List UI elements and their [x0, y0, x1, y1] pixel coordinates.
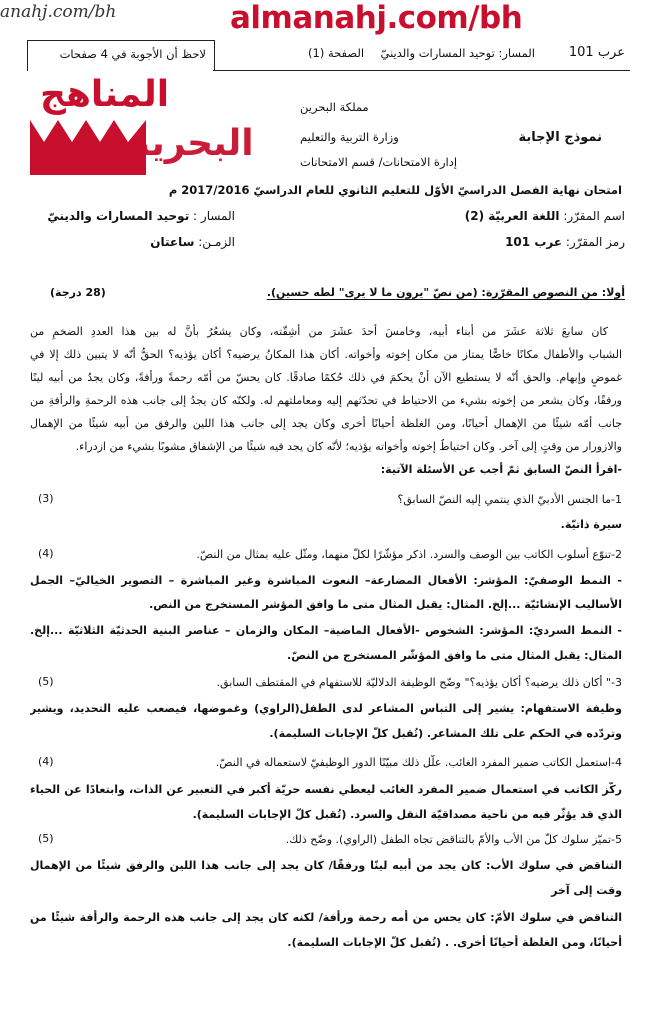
watermark-logo-line1: المناهج [40, 74, 170, 115]
kingdom-name: مملكة البحرين [300, 100, 369, 114]
answer-line: التناقض في سلوك الأمّ: كان يحس من أمه رحمة ورأفة/ لكنه كان يجد إلى جانب هذه الرحمة والرأفة شيئًا من [30, 911, 622, 924]
watermark-logo-url: almanahj.com/bh [230, 0, 523, 36]
time-label: الزمـن: [198, 235, 235, 249]
answer-line: ركّز الكاتب في استعمال ضمير المفرد الغائب ليعطي نفسه حريّة أكبر في التعبير عن الذات، وابتعادًا عن الحياء [30, 783, 622, 796]
answer-line: التناقض في سلوك الأب: كان يجد من أبيه لينًا ورفقًا/ كان يجد إلى جانب هذا اللين والرفق شيئًا من الإهمال [30, 859, 622, 872]
question-5-marks: (5) [38, 832, 54, 845]
track-label: المسار : [193, 209, 235, 223]
answer-line: وقت إلى آخر [551, 884, 622, 897]
answer-line: - النمط السرديّ: المؤشر: الشخوص -الأفعال الماضية– المكان والزمان – عناصر البنية الحدثيّة الثلاثيّة ...إلخ. [30, 624, 622, 637]
course-code-label: رمز المقرّر: [565, 235, 625, 249]
header-track: المسار: توحيد المسارات والدينيّ [380, 46, 535, 60]
answer-model-label: نموذج الإجابة [518, 130, 602, 145]
note-box [27, 40, 215, 71]
question-3-marks: (5) [38, 675, 54, 688]
course-name-value: اللغة العربيّة (2) [464, 209, 560, 223]
course-name-field [465, 209, 625, 223]
passage-line: الشباب والأطفال مكانًا خاصًّا يمتاز من مكان إخوته وأخواته. أكان هذا المكانُ يرضيه؟ أكان يؤذيه؟ الحقُّ أنّه لا يتبين ذلك إلا في [30, 348, 622, 361]
question-1-marks: (3) [38, 492, 54, 505]
time-field [150, 235, 235, 249]
question-1: 1-ما الجنس الأدبيّ الذي ينتمي إليه النصّ السابق؟ [397, 493, 622, 506]
question-4: 4-استعمل الكاتب ضمير المفرد الغائب. علّل ذلك مبيّنًا الدور الوظيفيّ لاستعماله في النصّ. [215, 756, 622, 769]
question-5: 5-تميّز سلوك كلّ من الأب والأمّ بالتناقض تجاه الطفل (الراوي). وضّح ذلك. [285, 833, 622, 846]
question-2: 2-تنوّع أسلوب الكاتب بين الوصف والسرد. اذكر مؤشّرًا لكلّ منهما، ومثّل عليه بمثال من النصّ. [196, 548, 622, 561]
note-text: لاحظ أن الأجوبة في 4 صفحات [59, 47, 206, 61]
question-3: 3-" أكان ذلك يرضيه؟ أكان يؤذيه؟" وضّح الوظيفة الدلاليّة للاستفهام في المقتطف السابق. [216, 676, 622, 689]
passage-line: جانب أمّه شيئًا من الإهمال أحيانًا، ومن الغلظة أحيانًا أخرى وكان يجد إلى جانب هذا اللين والرفق من أبيه شيئًا من الإهمال [30, 417, 622, 430]
passage-line: ورفقًا، وكان يشعر من إخوته بشيء من الاحتياط في تحدّثهم إليه ومعاملتهم له. ولكنّه كان يجدُ إلى جانب هذه الرحمةِ والرأفةِ من [30, 394, 622, 407]
answer-line: سيرة ذاتيّة. [560, 518, 622, 531]
passage-line: غموضٍ وإبهام. والحق أنّه لا يستطيع الآن أنْ يحكمَ في ذلك حُكمًا صادقًا. كان يحسّ من أمّه رحمةً ورأفةً، وكان يجدُ من أبيه لينًا [30, 371, 622, 384]
answer-line: الذي قد يؤثّر فيه من ناحية مصداقيّة النقل والسرد. (تُقبل كلّ الإجابات السليمة). [192, 808, 622, 821]
question-4-marks: (4) [38, 755, 54, 768]
course-code-value: عرب 101 [505, 235, 563, 249]
header-page-number: الصفحة (1) [308, 46, 365, 60]
answer-line: أحيانًا، ومن الغلظة أحيانًا أخرى. . (تُقبل كلّ الإجابات السليمة). [287, 936, 622, 949]
instruction: -اقرأ النصّ السابق ثمّ أجب عن الأسئلة الآتية: [380, 463, 622, 476]
exam-title: امتحان نهاية الفصل الدراسيّ الأوّل للتعليم الثانوي للعام الدراسيّ 2017/2016 م [168, 183, 622, 197]
answer-line: الأساليب الإنشائيّة ...إلخ. المثال: يقبل المثال متى ما وافق المؤشر المستخرج من النص. [149, 598, 622, 611]
passage-line: كان سابعَ ثلاثة عشَرَ من أبناء أبيه، وخامسَ أحدَ عشَرَ من أشِقّته، وكان يشعُرُ بأنَّ له بين هذا العددِ الضخمِ من [30, 325, 608, 338]
answer-line: وظيفة الاستفهام: يشير إلى التباس المشاعر لدى الطفل(الراوي) وغموضها، فيصعب عليه التحديد، ويشير [30, 702, 622, 715]
question-2-marks: (4) [38, 547, 54, 560]
section-title: أولا: من النصوص المقرّرة: (من نصّ "يرون ما لا يرى" لطه حسين). [266, 286, 625, 299]
header-divider [213, 70, 630, 71]
ministry-name: وزارة التربية والتعليم [300, 130, 399, 144]
track-field [47, 209, 235, 223]
section-marks: (28 درجة) [50, 286, 106, 299]
header-course-code: عرب 101 [568, 45, 625, 60]
answer-line: - النمط الوصفيّ: المؤشر: الأفعال المضارعة– النعوت المباشرة وغير المباشرة – التصوير الخياليّ– الجمل [30, 574, 622, 587]
answer-line: وتردّده في الحكم على تلك المشاعر. (تُقبل كلّ الإجابات السليمة). [269, 727, 622, 740]
course-name-label: اسم المقرّر: [563, 209, 625, 223]
passage-line: والازورار من وقتٍ إلى آخر. وكان احتياطُ إخوته وأخواته يؤذيه؛ لأنّه كان يجد فيه شيئًا من الإشفاق مشوبًا بشيء من ازدراء. [75, 440, 622, 453]
time-value: ساعتان [150, 235, 195, 249]
watermark-url-top: anahj.com/bh [0, 2, 117, 22]
course-code-field [505, 235, 625, 249]
track-value: توحيد المسارات والدينيّ [47, 209, 190, 223]
watermark-logo-line2: البحرينية [100, 123, 254, 164]
department-name: إدارة الامتحانات/ قسم الامتحانات [300, 155, 458, 169]
answer-line: المثال: يقبل المثال متى ما وافق المؤشّر المستخرج من النصّ. [287, 649, 622, 662]
